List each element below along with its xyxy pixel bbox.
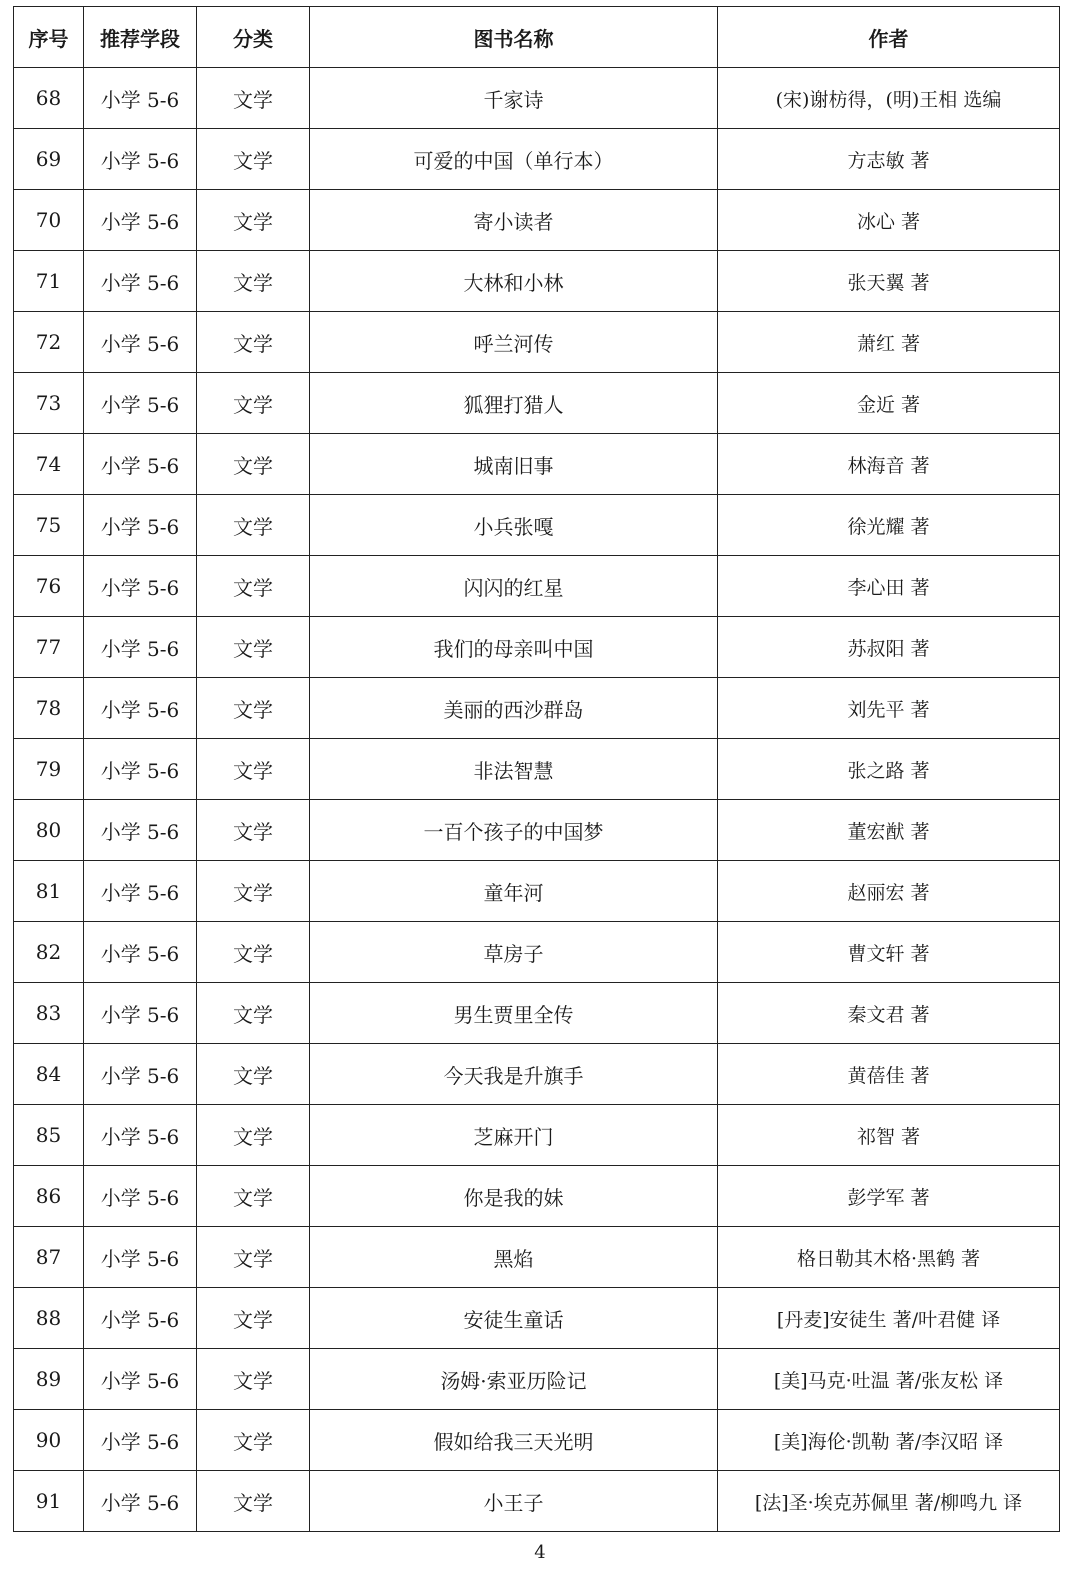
cell-author: [法]圣·埃克苏佩里 著/柳鸣九 译 [718, 1471, 1060, 1532]
cell-stage: 小学 5-6 [84, 861, 197, 922]
cell-book-title: 可爱的中国（单行本） [310, 129, 718, 190]
cell-author: [美]海伦·凯勒 著/李汉昭 译 [718, 1410, 1060, 1471]
cell-category: 文学 [197, 1288, 310, 1349]
cell-stage: 小学 5-6 [84, 68, 197, 129]
table-row [14, 190, 1060, 251]
cell-book-title: 美丽的西沙群岛 [310, 678, 718, 739]
cell-category: 文学 [197, 129, 310, 190]
cell-book-title: 千家诗 [310, 68, 718, 129]
cell-book-title: 一百个孩子的中国梦 [310, 800, 718, 861]
cell-author: 林海音 著 [718, 434, 1060, 495]
cell-category: 文学 [197, 983, 310, 1044]
cell-stage: 小学 5-6 [84, 1166, 197, 1227]
cell-serial-number: 81 [14, 861, 84, 922]
cell-stage: 小学 5-6 [84, 129, 197, 190]
table-row [14, 434, 1060, 495]
cell-serial-number: 91 [14, 1471, 84, 1532]
table-row [14, 1044, 1060, 1105]
cell-book-title: 汤姆·索亚历险记 [310, 1349, 718, 1410]
cell-stage: 小学 5-6 [84, 434, 197, 495]
cell-stage: 小学 5-6 [84, 1349, 197, 1410]
table-row [14, 312, 1060, 373]
table-row [14, 861, 1060, 922]
table-row [14, 1288, 1060, 1349]
table-row [14, 1471, 1060, 1532]
cell-stage: 小学 5-6 [84, 983, 197, 1044]
page-number: 4 [534, 1542, 546, 1563]
cell-author: 张之路 著 [718, 739, 1060, 800]
table-row [14, 1349, 1060, 1410]
cell-stage: 小学 5-6 [84, 495, 197, 556]
table-row [14, 251, 1060, 312]
cell-serial-number: 74 [14, 434, 84, 495]
cell-author: (宋)谢枋得，(明)王相 选编 [718, 68, 1060, 129]
cell-author: 黄蓓佳 著 [718, 1044, 1060, 1105]
cell-author: 李心田 著 [718, 556, 1060, 617]
cell-stage: 小学 5-6 [84, 800, 197, 861]
cell-category: 文学 [197, 190, 310, 251]
cell-category: 文学 [197, 617, 310, 678]
cell-stage: 小学 5-6 [84, 1288, 197, 1349]
header-recommended-stage: 推荐学段 [84, 7, 197, 68]
table-row [14, 983, 1060, 1044]
cell-author: [丹麦]安徒生 著/叶君健 译 [718, 1288, 1060, 1349]
cell-category: 文学 [197, 1471, 310, 1532]
cell-category: 文学 [197, 678, 310, 739]
header-category: 分类 [197, 7, 310, 68]
cell-category: 文学 [197, 1044, 310, 1105]
table-row [14, 800, 1060, 861]
cell-serial-number: 77 [14, 617, 84, 678]
cell-serial-number: 88 [14, 1288, 84, 1349]
cell-category: 文学 [197, 251, 310, 312]
cell-book-title: 大林和小林 [310, 251, 718, 312]
cell-stage: 小学 5-6 [84, 678, 197, 739]
cell-serial-number: 84 [14, 1044, 84, 1105]
cell-book-title: 芝麻开门 [310, 1105, 718, 1166]
cell-book-title: 城南旧事 [310, 434, 718, 495]
cell-category: 文学 [197, 1166, 310, 1227]
table-header [14, 7, 1060, 68]
cell-category: 文学 [197, 1105, 310, 1166]
table-row [14, 678, 1060, 739]
cell-category: 文学 [197, 434, 310, 495]
cell-serial-number: 83 [14, 983, 84, 1044]
cell-book-title: 童年河 [310, 861, 718, 922]
cell-author: 格日勒其木格·黑鹤 著 [718, 1227, 1060, 1288]
table-row [14, 1227, 1060, 1288]
cell-serial-number: 89 [14, 1349, 84, 1410]
table-row [14, 556, 1060, 617]
table-row [14, 739, 1060, 800]
cell-stage: 小学 5-6 [84, 1410, 197, 1471]
cell-book-title: 今天我是升旗手 [310, 1044, 718, 1105]
table-row [14, 1166, 1060, 1227]
cell-stage: 小学 5-6 [84, 190, 197, 251]
cell-stage: 小学 5-6 [84, 617, 197, 678]
cell-author: 赵丽宏 著 [718, 861, 1060, 922]
cell-author: 徐光耀 著 [718, 495, 1060, 556]
cell-stage: 小学 5-6 [84, 373, 197, 434]
cell-book-title: 寄小读者 [310, 190, 718, 251]
cell-book-title: 我们的母亲叫中国 [310, 617, 718, 678]
book-list-table [13, 6, 1060, 1532]
cell-serial-number: 71 [14, 251, 84, 312]
cell-serial-number: 86 [14, 1166, 84, 1227]
table-body [14, 68, 1060, 1532]
cell-stage: 小学 5-6 [84, 1044, 197, 1105]
cell-book-title: 黑焰 [310, 1227, 718, 1288]
cell-book-title: 假如给我三天光明 [310, 1410, 718, 1471]
cell-category: 文学 [197, 495, 310, 556]
cell-serial-number: 78 [14, 678, 84, 739]
cell-book-title: 草房子 [310, 922, 718, 983]
cell-author: 方志敏 著 [718, 129, 1060, 190]
cell-book-title: 狐狸打猎人 [310, 373, 718, 434]
cell-author: 秦文君 著 [718, 983, 1060, 1044]
table-row [14, 1105, 1060, 1166]
table-row [14, 129, 1060, 190]
cell-stage: 小学 5-6 [84, 1105, 197, 1166]
cell-stage: 小学 5-6 [84, 1227, 197, 1288]
cell-stage: 小学 5-6 [84, 1471, 197, 1532]
cell-author: 张天翼 著 [718, 251, 1060, 312]
cell-book-title: 非法智慧 [310, 739, 718, 800]
cell-book-title: 呼兰河传 [310, 312, 718, 373]
cell-book-title: 闪闪的红星 [310, 556, 718, 617]
cell-stage: 小学 5-6 [84, 556, 197, 617]
cell-stage: 小学 5-6 [84, 312, 197, 373]
cell-author: 曹文轩 著 [718, 922, 1060, 983]
cell-category: 文学 [197, 739, 310, 800]
cell-book-title: 你是我的妹 [310, 1166, 718, 1227]
cell-category: 文学 [197, 1227, 310, 1288]
cell-author: [美]马克·吐温 著/张友松 译 [718, 1349, 1060, 1410]
cell-author: 祁智 著 [718, 1105, 1060, 1166]
cell-book-title: 小兵张嘎 [310, 495, 718, 556]
cell-book-title: 男生贾里全传 [310, 983, 718, 1044]
cell-serial-number: 75 [14, 495, 84, 556]
cell-category: 文学 [197, 1349, 310, 1410]
cell-category: 文学 [197, 861, 310, 922]
cell-category: 文学 [197, 922, 310, 983]
cell-author: 金近 著 [718, 373, 1060, 434]
cell-serial-number: 73 [14, 373, 84, 434]
cell-serial-number: 85 [14, 1105, 84, 1166]
table-row [14, 617, 1060, 678]
cell-author: 萧红 著 [718, 312, 1060, 373]
cell-serial-number: 90 [14, 1410, 84, 1471]
cell-author: 冰心 著 [718, 190, 1060, 251]
table-row [14, 1410, 1060, 1471]
cell-serial-number: 82 [14, 922, 84, 983]
cell-author: 刘先平 著 [718, 678, 1060, 739]
cell-stage: 小学 5-6 [84, 739, 197, 800]
cell-category: 文学 [197, 68, 310, 129]
cell-serial-number: 87 [14, 1227, 84, 1288]
header-author: 作者 [718, 7, 1060, 68]
cell-category: 文学 [197, 1410, 310, 1471]
header-serial-number: 序号 [14, 7, 84, 68]
cell-serial-number: 72 [14, 312, 84, 373]
cell-stage: 小学 5-6 [84, 922, 197, 983]
cell-book-title: 安徒生童话 [310, 1288, 718, 1349]
table-row [14, 373, 1060, 434]
header-book-title: 图书名称 [310, 7, 718, 68]
cell-stage: 小学 5-6 [84, 251, 197, 312]
cell-category: 文学 [197, 312, 310, 373]
header-row [14, 7, 1060, 68]
table-row [14, 68, 1060, 129]
cell-serial-number: 79 [14, 739, 84, 800]
cell-category: 文学 [197, 556, 310, 617]
cell-serial-number: 70 [14, 190, 84, 251]
cell-serial-number: 80 [14, 800, 84, 861]
table-row [14, 922, 1060, 983]
cell-author: 彭学军 著 [718, 1166, 1060, 1227]
cell-author: 董宏猷 著 [718, 800, 1060, 861]
cell-serial-number: 76 [14, 556, 84, 617]
cell-category: 文学 [197, 373, 310, 434]
cell-serial-number: 68 [14, 68, 84, 129]
cell-book-title: 小王子 [310, 1471, 718, 1532]
table-row [14, 495, 1060, 556]
cell-serial-number: 69 [14, 129, 84, 190]
cell-author: 苏叔阳 著 [718, 617, 1060, 678]
cell-category: 文学 [197, 800, 310, 861]
